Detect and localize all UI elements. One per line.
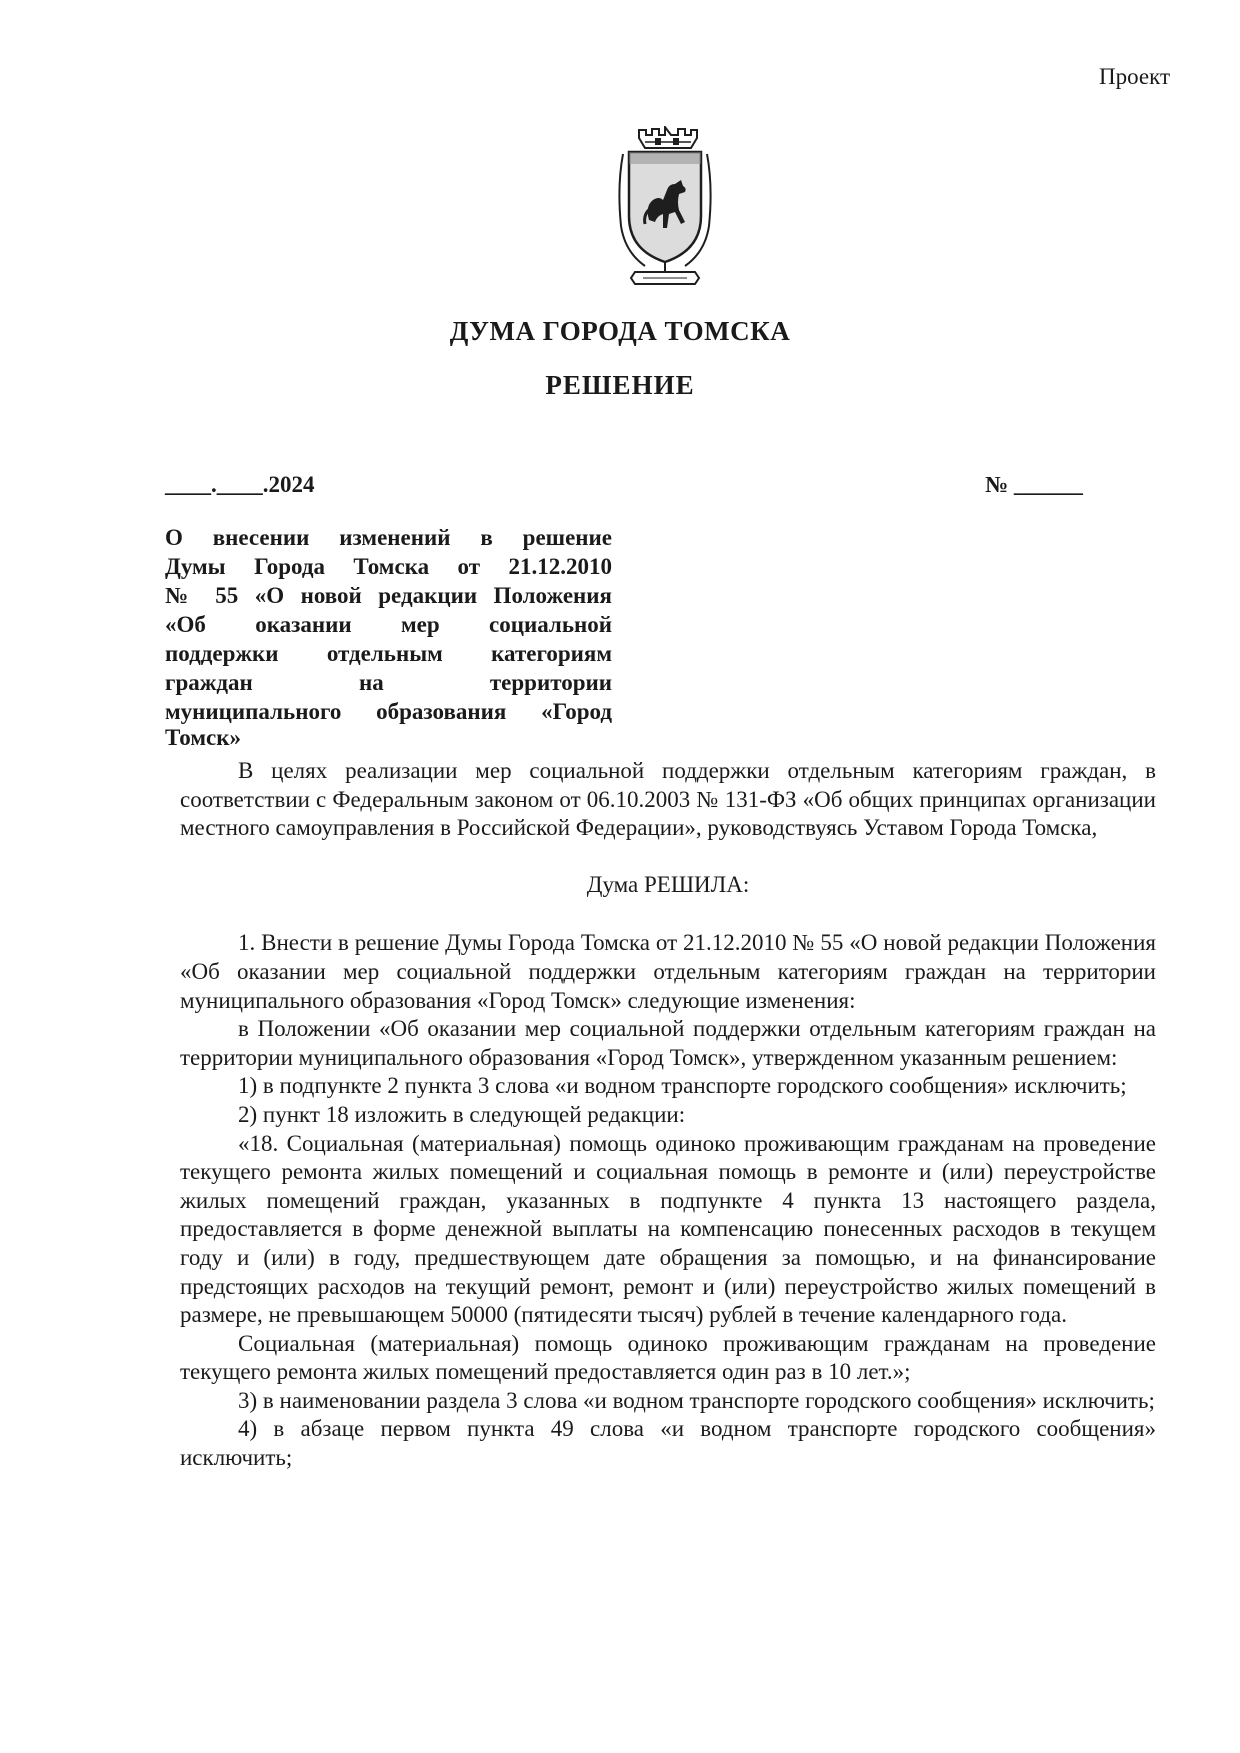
body-paragraph: в Положении «Об оказании мер социальной поддержки отдельным категориям граждан на территории муниципального образования «Город Томск», утвержденном указанным решением: <box>180 1016 1156 1070</box>
body-paragraph: 2) пункт 18 изложить в следующей редакции: <box>238 1101 686 1127</box>
subject-line: муниципального образования «Город <box>165 699 612 724</box>
coat-of-arms-icon <box>615 126 715 298</box>
body-paragraph: «18. Социальная (материальная) помощь одиноко проживающим гражданам на проведение текущего ремонта жилых помещений и социальная помощь в ремонте и (или) переустройстве жилых помещений граждан, указанных в подпункте 4 пункта 13 настоящего раздела, предоставляется в форме денежной выплаты на компенсацию понесенных расходов в текущем году и (или) в году, предшествующем дате обращения за помощью, и на финансирование предстоящих расходов на текущий ремонт, ремонт и (или) переустройство жилых помещений в размере, не превышающем 50000 (пятидесяти тысяч) рублей в течение календарного года. <box>180 1130 1156 1328</box>
document-number: № ______ <box>985 472 1083 497</box>
subject-line: О внесении изменений в решение <box>165 525 612 550</box>
resolution-heading: Дума РЕШИЛА: <box>586 871 750 897</box>
body-paragraph: 1. Внести в решение Думы Города Томска от 21.12.2010 № 55 «О новой редакции Положения «Об оказании мер социальной поддержки отдельным категориям граждан на территории муниципального образования «Город Томск» следующие изменения: <box>180 930 1156 1013</box>
document-subject <box>165 523 612 726</box>
body-paragraph: Социальная (материальная) помощь одиноко проживающим гражданам на проведение текущего ремонта жилых помещений предоставляется один раз в 10 лет.»; <box>180 1330 1156 1385</box>
preamble-paragraph: В целях реализации мер социальной поддержки отдельным категориям граждан, в соответствии с Федеральным законом от 06.10.2003 № 131-ФЗ «Об общих принципах организации местного самоуправления в Российской Федерации», руководствуясь Уставом Города Томска, <box>180 758 1156 841</box>
subject-line: № 55 «О новой редакции Положения <box>165 583 612 608</box>
subject-line: «Об оказании мер социальной <box>165 612 612 637</box>
subject-line: поддержки отдельным категориям <box>165 641 612 666</box>
document-body <box>180 757 1156 1473</box>
organization-name: ДУМА ГОРОДА ТОМСКА <box>449 316 791 346</box>
body-paragraph: 1) в подпункте 2 пункта 3 слова «и водном транспорте городского сообщения» исключить; <box>238 1073 1127 1099</box>
document-type: РЕШЕНИЕ <box>545 370 695 400</box>
draft-label: Проект <box>1098 64 1170 89</box>
body-paragraph: 4) в абзаце первом пункта 49 слова «и водном транспорте городского сообщения» исключить; <box>180 1416 1156 1471</box>
subject-line: Думы Города Томска от 21.12.2010 <box>165 554 612 579</box>
body-paragraph: 3) в наименовании раздела 3 слова «и водном транспорте городского сообщения» исключить; <box>238 1387 1155 1413</box>
subject-line-last: Томск» <box>165 725 241 750</box>
document-date: ____.____.2024 <box>165 472 315 497</box>
subject-line: граждан на территории <box>165 670 612 695</box>
